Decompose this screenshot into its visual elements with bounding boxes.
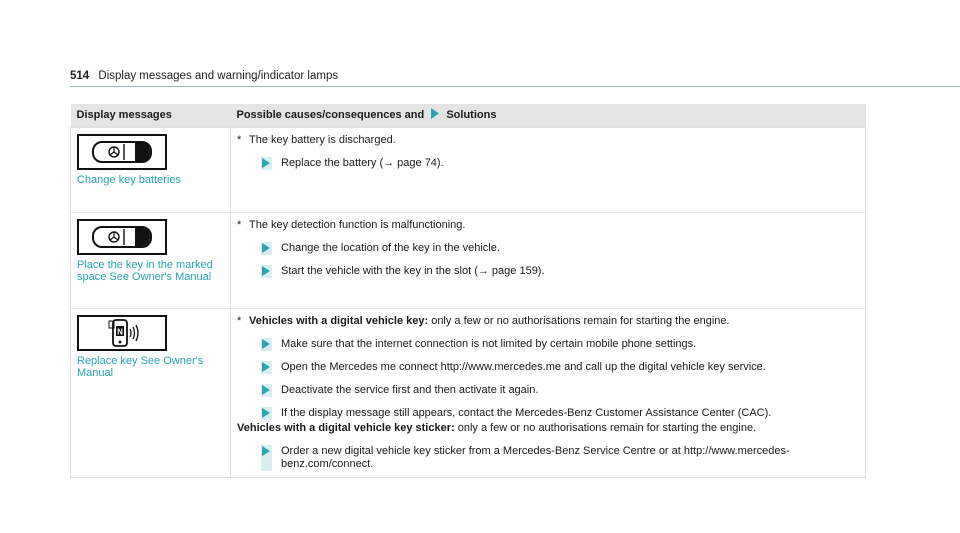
- solution-step: Start the vehicle with the key in the slot (→ page 159).: [257, 265, 859, 278]
- solution-step: Make sure that the internet connection is not limited by certain mobile phone settings.: [257, 338, 859, 351]
- solution-step: Replace the battery (→ page 74).: [257, 157, 859, 170]
- cause-text: * The key battery is discharged.: [237, 134, 396, 146]
- col-display-messages-header: Display messages: [71, 104, 231, 128]
- car-key-icon: [77, 219, 167, 255]
- page-number: 514: [70, 70, 90, 82]
- page-header: [70, 70, 338, 82]
- table-row: [71, 309, 866, 478]
- solution-step: If the display message still appears, contact the Mercedes-Benz Customer Assistance Center (CAC).: [257, 407, 859, 420]
- phone-nfc-key-icon: [77, 315, 167, 351]
- display-message-label: Replace key See Owner's Manual: [77, 355, 204, 379]
- display-message-cell: [71, 128, 231, 213]
- display-message-cell: [71, 213, 231, 309]
- solutions-cell: [231, 309, 866, 478]
- display-message-label: Change key batteries: [77, 174, 181, 186]
- cause-text: * Vehicles with a digital vehicle key: only a few or no authorisations remain for starting the engine.: [237, 315, 730, 327]
- col2-header-suffix: Solutions: [446, 109, 497, 121]
- solution-arrow-icon: [257, 265, 271, 278]
- solutions-cell: [231, 128, 866, 213]
- solutions-cell: [231, 213, 866, 309]
- solution-arrow-icon: [257, 361, 271, 374]
- solution-arrow-icon: [257, 445, 271, 458]
- solution-arrow-icon: [257, 407, 271, 420]
- header-divider: [70, 86, 960, 87]
- table-row: [71, 128, 866, 213]
- cause-text: * The key detection function is malfunctioning.: [237, 219, 466, 231]
- table-row: [71, 213, 866, 309]
- solution-arrow-icon: [257, 242, 271, 255]
- car-key-icon: [77, 134, 167, 170]
- solution-arrow-icon: [430, 108, 440, 123]
- solution-arrow-icon: [257, 157, 271, 170]
- cause-text: Vehicles with a digital vehicle key sticker: only a few or no authorisations remain for starting the engine.: [237, 422, 757, 434]
- display-message-cell: [71, 309, 231, 478]
- solution-step: Change the location of the key in the vehicle.: [257, 242, 859, 255]
- solution-step: Deactivate the service first and then activate it again.: [257, 384, 859, 397]
- solution-arrow-icon: [257, 384, 271, 397]
- solution-arrow-icon: [257, 338, 271, 351]
- col2-header-text: Possible causes/consequences and: [236, 109, 425, 121]
- page-title: Display messages and warning/indicator lamps: [98, 70, 339, 82]
- svg-text:N: N: [117, 327, 123, 337]
- display-messages-table: [70, 104, 866, 478]
- table-header-row: [71, 104, 866, 128]
- display-message-label: Place the key in the marked space See Owner's Manual: [77, 259, 213, 283]
- col-solutions-header: [231, 104, 866, 128]
- solution-step: Open the Mercedes me connect http://www.mercedes.me and call up the digital vehicle key service.: [257, 361, 859, 374]
- solution-step: Order a new digital vehicle key sticker from a Mercedes-Benz Service Centre or at http://www.mercedes-benz.com/connect.: [257, 445, 859, 471]
